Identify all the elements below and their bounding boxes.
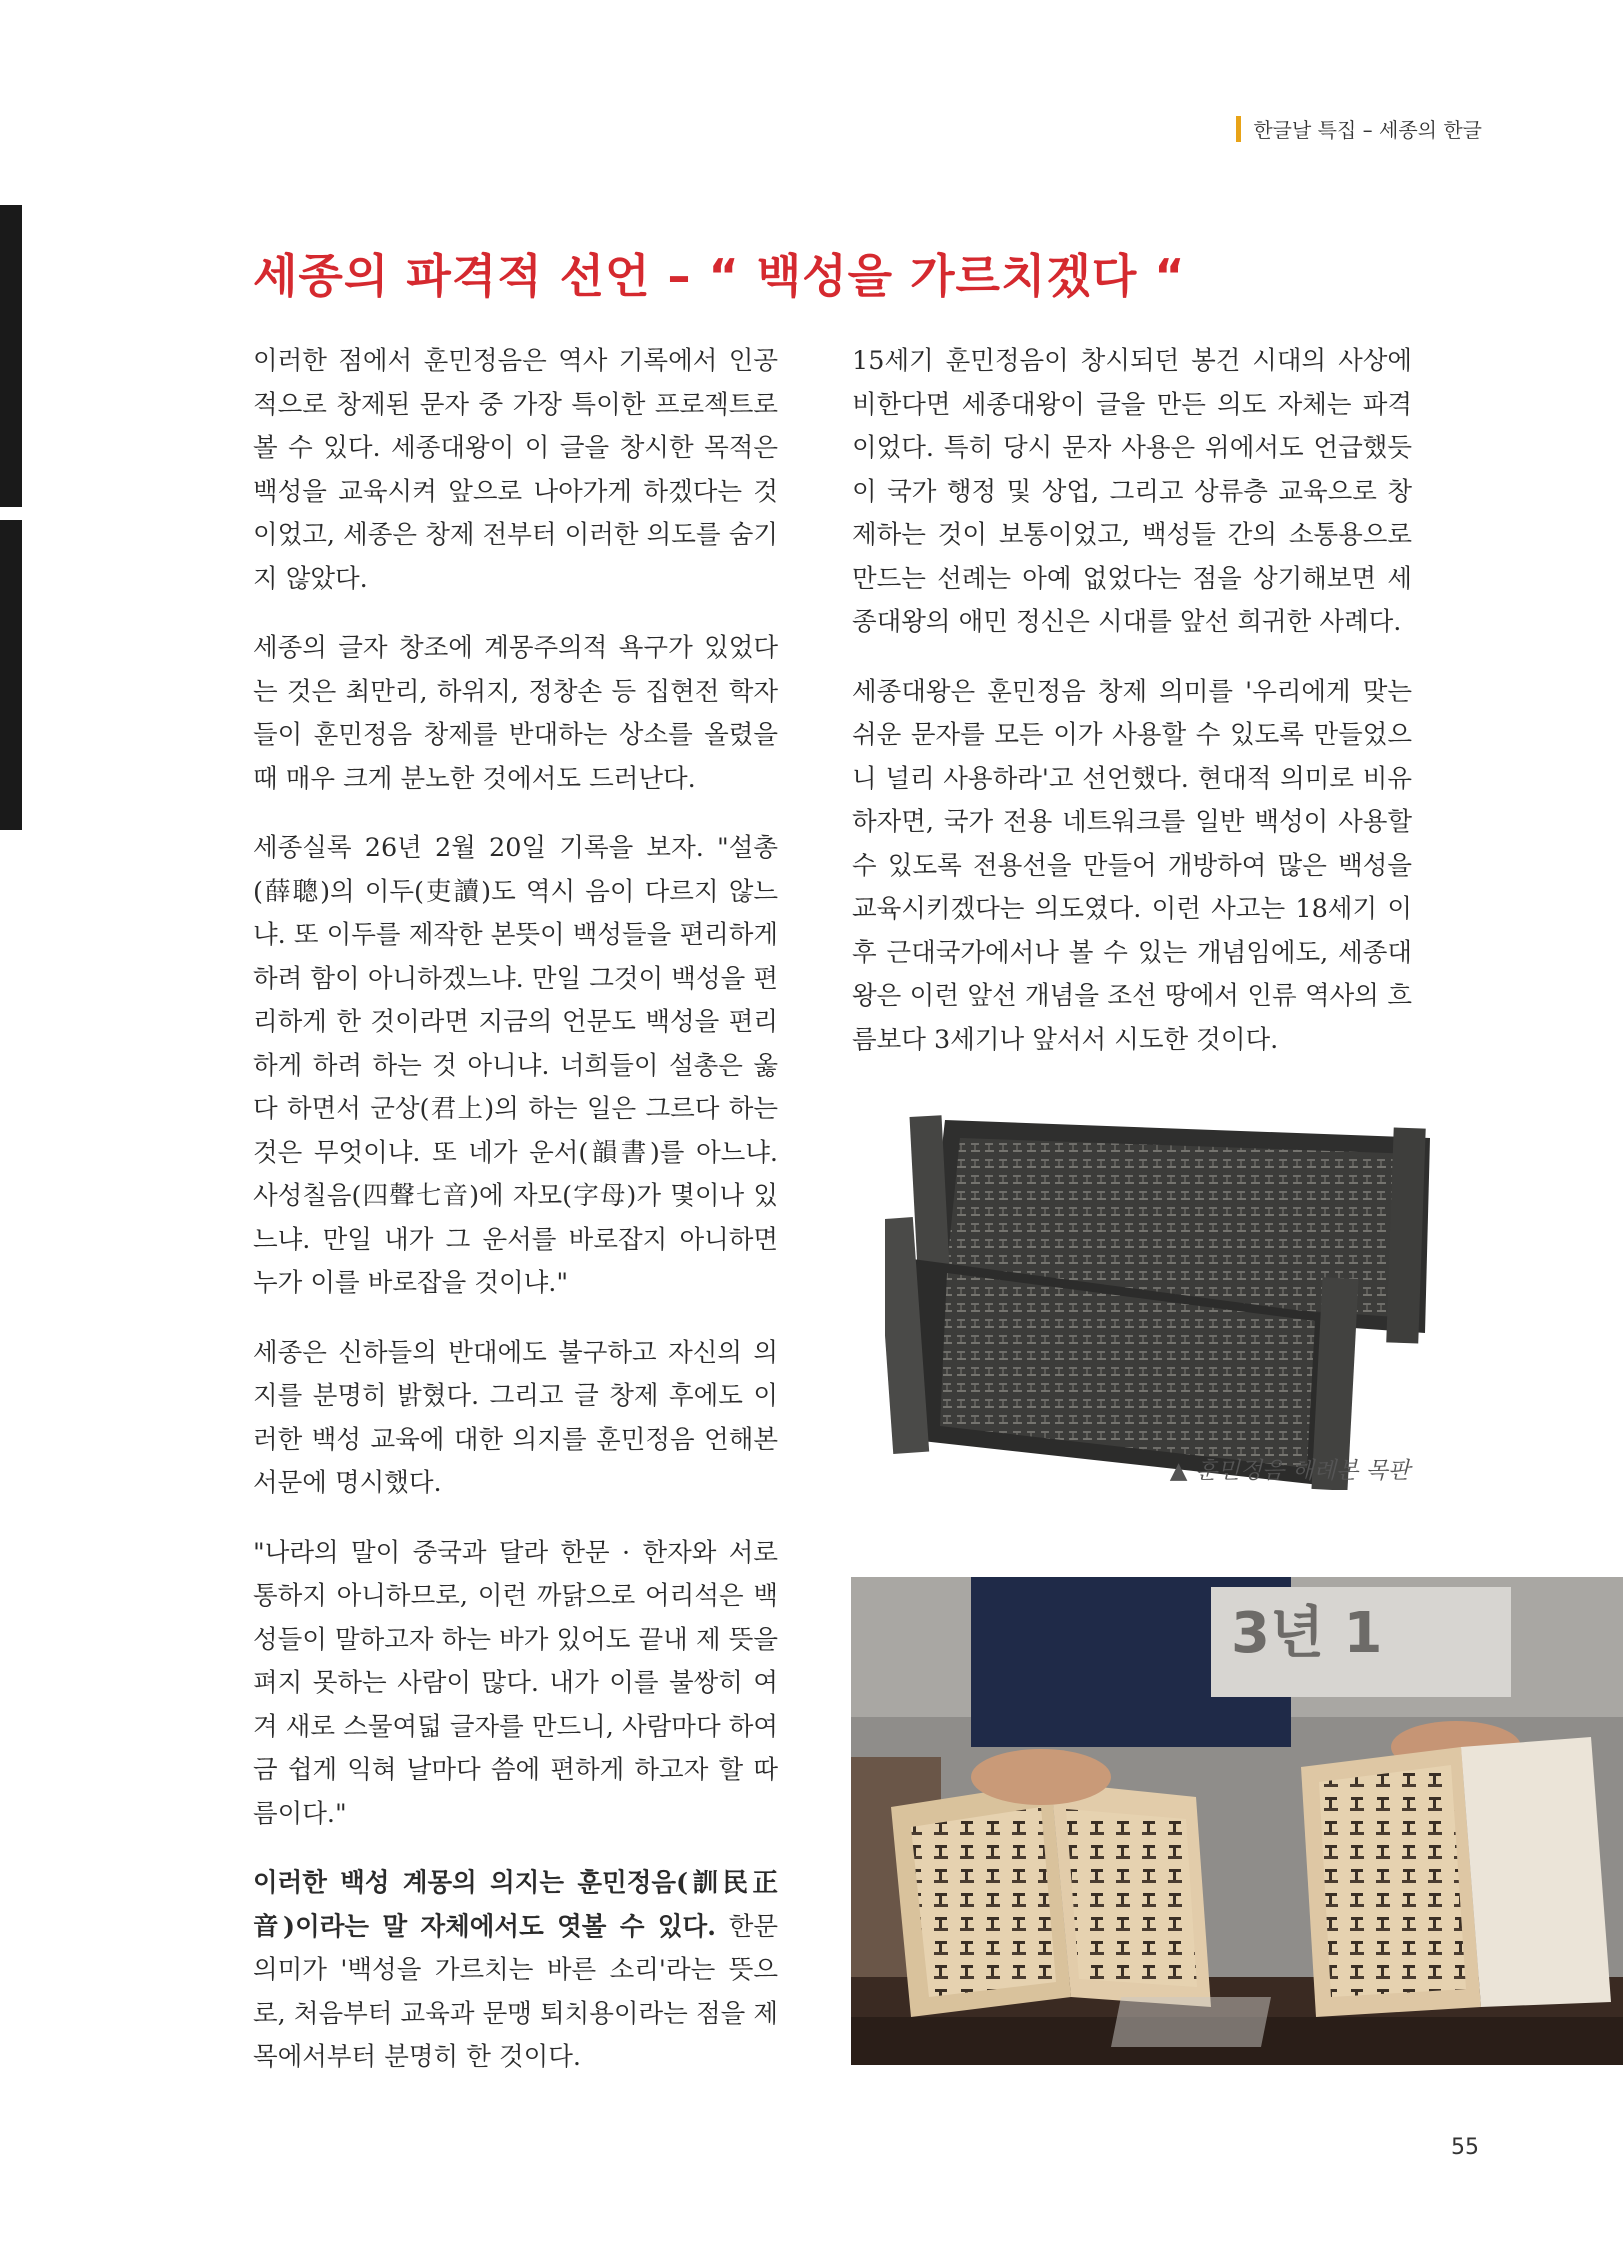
caption-triangle-icon: ▲ [1169, 1458, 1188, 1484]
paragraph-conclusion [253, 1862, 778, 2080]
paragraph: 세종은 신하들의 반대에도 불구하고 자신의 의지를 분명히 밝혔다. 그리고 글 창제 후에도 이러한 백성 교육에 대한 의지를 훈민정음 언해본 서문에 명시했다. [253, 1337, 778, 1498]
paragraph-quote: "나라의 말이 중국과 달라 한문 · 한자와 서로 통하지 아니하므로, 이런 까닭으로 어리석은 백성들이 말하고자 하는 바가 있어도 끝내 제 뜻을 펴지 못하는 사람이 많다. 내가 이를 불쌍히 여겨 새로 스물여덟 글자를 만드니, 사람마다 하여금 쉽게 익혀 날마다 씀에 편하게 하고자 할 따름이다." [253, 1537, 778, 1829]
paragraph: 이러한 점에서 훈민정음은 역사 기록에서 인공적으로 창제된 문자 중 가장 특이한 프로젝트로 볼 수 있다. 세종대왕이 이 글을 창시한 목적은 백성을 교육시켜 앞으로 나아가게 하겠다는 것이었고, 세종은 창제 전부터 이러한 의도를 숨기지 않았다. [253, 346, 778, 594]
woodblock-image [885, 1108, 1445, 1490]
caption-text: 훈민정음 해례본 목판 [1195, 1458, 1410, 1484]
banner-text: 3년 1 [1231, 1601, 1383, 1666]
section-accent-bar [1236, 116, 1241, 142]
book-display-photo [851, 1577, 1623, 2065]
side-tab-marker-bottom [0, 520, 22, 830]
paragraph: 세종대왕은 훈민정음 창제 의미를 '우리에게 맞는 쉬운 문자를 모든 이가 사용할 수 있도록 만들었으니 널리 사용하라'고 선언했다. 현대적 의미로 비유하자면, 국가 전용 네트워크를 일반 백성이 사용할 수 있도록 전용선을 만들어 개방하여 많은 백성을 교육시키겠다는 의도였다. 이런 사고는 18세기 이후 근대국가에서나 볼 수 있는 개념임에도, 세종대왕은 이런 앞선 개념을 조선 땅에서 인류 역사의 흐름보다 3세기나 앞서서 시도한 것이다. [852, 676, 1412, 1055]
paragraph-quote: 세종실록 26년 2월 20일 기록을 보자. "설총(薛聰)의 이두(吏讀)도 역시 음이 다르지 않느냐. 또 이두를 제작한 본뜻이 백성들을 편리하게 하려 함이 아니하겠느냐. 만일 그것이 백성을 편리하게 한 것이라면 지금의 언문도 백성을 편리하게 하려 하는 것 아니냐. 너희들이 설총은 옳다 하면서 군상(君上)의 하는 일은 그르다 하는 것은 무엇이냐. 또 네가 운서(韻書)를 아느냐. 사성칠음(四聲七音)에 자모(字母)가 몇이나 있느냐. 만일 내가 그 운서를 바로잡지 아니하면 누가 이를 바로잡을 것이냐." [253, 833, 778, 1298]
side-tab-marker-top [0, 205, 22, 507]
bold-lead: 이러한 백성 계몽의 의지는 훈민정음(訓民正音)이라는 말 자체에서도 엿볼 수 있다. [253, 1868, 778, 1942]
paragraph-rest: 한문 의미가 '백성을 가르치는 바른 소리'라는 뜻으로, 처음부터 교육과 문맹 퇴치용이라는 점을 제목에서부터 분명히 한 것이다. [253, 1911, 778, 2072]
left-column [253, 340, 778, 2106]
paragraph: 세종의 글자 창조에 계몽주의적 욕구가 있었다는 것은 최만리, 하위지, 정창손 등 집현전 학자들이 훈민정음 창제를 반대하는 상소를 올렸을 때 매우 크게 분노한 것에서도 드러난다. [253, 633, 778, 794]
section-label: 한글날 특집 – 세종의 한글 [1253, 118, 1482, 142]
paragraph: 15세기 훈민정음이 창시되던 봉건 시대의 사상에 비한다면 세종대왕이 글을 만든 의도 자체는 파격이었다. 특히 당시 문자 사용은 위에서도 언급했듯이 국가 행정 및 상업, 그리고 상류층 교육으로 창제하는 것이 보통이었고, 백성들 간의 소통용으로 만드는 선례는 아예 없었다는 점을 상기해보면 세종대왕의 애민 정신은 시대를 앞선 희귀한 사례다. [852, 346, 1412, 637]
right-column [852, 340, 1412, 1088]
page-number: 55 [1451, 2135, 1479, 2160]
section-header [1236, 114, 1482, 143]
article-title: 세종의 파격적 선언 – “ 백성을 가르치겠다 “ [253, 249, 1186, 303]
figure-caption [1148, 1452, 1410, 1485]
